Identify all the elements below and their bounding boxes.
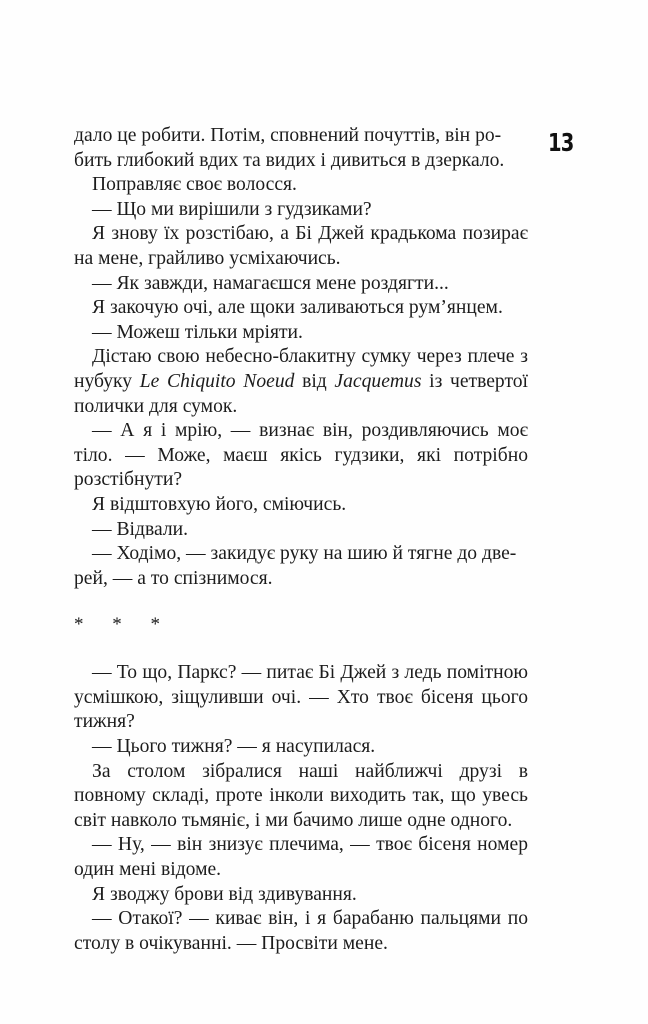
section-separator: * * * — [74, 614, 172, 636]
paragraph — [74, 345, 528, 419]
paragraph: — Отакої? — киває він, і я барабаню пальцями по столу в очікуванні. — Просвіти мене. — [74, 908, 528, 954]
paragraph-line: — Ходімо, — закидує руку на шию й тягне до две- — [92, 543, 517, 565]
paragraph: Я закочую очі, але щоки заливаються рум’янцем. — [92, 297, 503, 319]
paragraph-text: із четвертої полички для сумок. — [74, 370, 529, 417]
paragraph: Я зводжу брови від здивування. — [92, 883, 357, 905]
paragraph-text: Дістаю свою небесно-блакитну сумку через плече з нубуку — [74, 346, 528, 392]
paragraph-line: бить глибокий вдих та видих і дивиться в дзеркало. — [74, 149, 505, 171]
paragraph-text: від — [294, 370, 335, 392]
paragraph: За столом зібралися наші найближчі друзі в повному складі, проте інколи виходить так, що увесь світ навколо тьмяніє, і ми бачимо лише одне одного. — [74, 760, 528, 831]
body-text — [74, 124, 528, 956]
page-number: 13 — [548, 128, 574, 157]
paragraph — [74, 124, 528, 173]
brand-italic: Jacquemus — [334, 370, 422, 392]
paragraph-line: рей, — а то спізнимося. — [74, 567, 273, 589]
paragraph: — Відвали. — [92, 518, 188, 540]
paragraph: — Ну, — він знизує плечима, — твоє бісеня номер один мені відоме. — [74, 834, 528, 881]
paragraph: — Як завжди, намагаєшся мене роздягти... — [92, 272, 449, 294]
paragraph: — То що, Паркс? — питає Бі Джей з ледь помітною усмішкою, зіщуливши очі. — Хто твоє бісеня цього тижня? — [74, 662, 528, 733]
paragraph: — Цього тижня? — я насупилася. — [92, 736, 376, 758]
paragraph: Поправляє своє волосся. — [92, 174, 297, 196]
paragraph-line: дало це робити. Потім, сповнений почуттів, він ро- — [74, 125, 502, 146]
paragraph: — Можеш тільки мріяти. — [92, 321, 303, 343]
paragraph — [74, 542, 528, 591]
paragraph: Я знову їх розстібаю, а Бі Джей крадькома позирає на мене, грайливо усміхаючись. — [74, 223, 528, 269]
paragraph: — А я і мрію, — визнає він, роздивляючись моє тіло. — Може, маєш якісь гудзики, які потрібно розстібнути? — [74, 420, 528, 491]
paragraph: — Що ми вирішили з гудзиками? — [92, 198, 372, 220]
brand-italic: Le Chiquito Noeud — [139, 370, 295, 392]
paragraph: Я відштовхую його, сміючись. — [92, 493, 347, 515]
